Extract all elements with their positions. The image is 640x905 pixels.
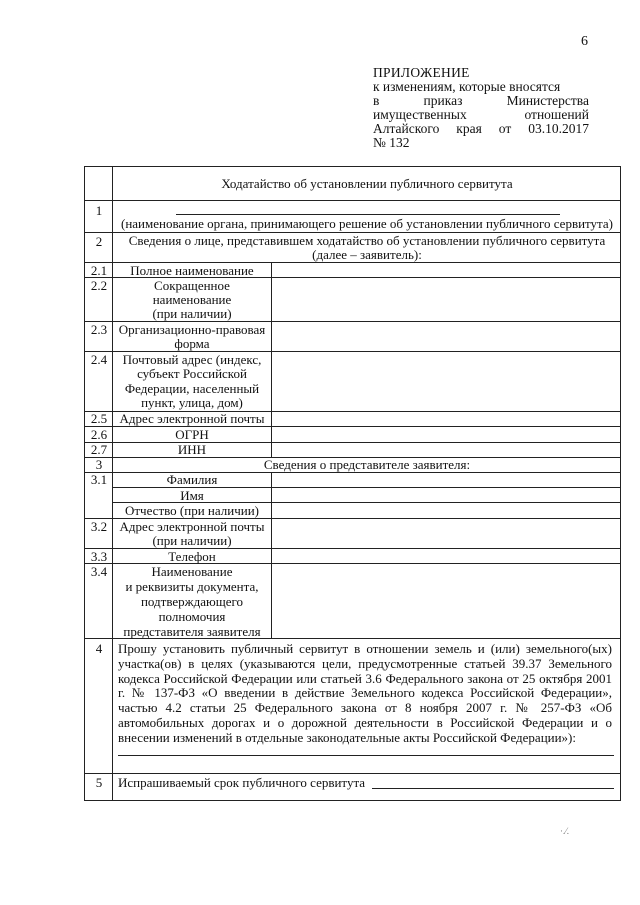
appendix-line: имущественных отношений <box>373 107 589 122</box>
field-label: Отчество (при наличии) <box>124 503 259 518</box>
form-title: Ходатайство об установлении публичного сервитута <box>221 176 513 191</box>
row-number: 3 <box>95 457 103 472</box>
table-divider <box>271 472 272 638</box>
row-number: 3.3 <box>90 549 108 564</box>
field-label: полномочия <box>158 609 226 624</box>
row-number: 2.3 <box>90 322 108 337</box>
row-number: 5 <box>95 775 103 790</box>
field-label: наименование <box>152 292 232 307</box>
appendix-line: в приказ Министерства <box>373 93 589 108</box>
field-label: (при наличии) <box>152 306 232 321</box>
field-label: Телефон <box>168 549 216 564</box>
fill-line <box>372 788 614 789</box>
field-label: субъект Российской <box>137 366 247 381</box>
field-label: Полное наименование <box>130 263 254 278</box>
field-label: (при наличии) <box>152 533 232 548</box>
field-label: и реквизиты документа, <box>125 579 259 594</box>
field-label: пункт, улица, дом) <box>141 395 243 410</box>
page-number: 6 <box>581 34 588 49</box>
field-label: ИНН <box>177 442 207 457</box>
field-label: Почтовый адрес (индекс, <box>122 352 262 367</box>
row-text: (далее – заявитель): <box>312 247 422 262</box>
row-number: 2.5 <box>90 411 108 426</box>
field-label: Фамилия <box>166 472 218 487</box>
appendix-line: к изменениям, которые вносятся <box>373 79 561 94</box>
field-label: представителя заявителя <box>123 624 261 639</box>
row-number: 2 <box>95 234 103 249</box>
row-text: Сведения о лице, представившем ходатайство об установлении публичного сервитута <box>128 233 606 248</box>
field-label: Организационно-правовая <box>118 322 266 337</box>
row-text: (наименование органа, принимающего решение об установлении публичного сервитута) <box>120 216 613 231</box>
field-label: Федерации, населенный <box>124 381 260 396</box>
row-number: 2.6 <box>90 427 108 442</box>
row-number: 2.1 <box>90 263 108 278</box>
field-label: подтверждающего <box>140 594 244 609</box>
row-number: 1 <box>95 203 103 218</box>
appendix-line: Алтайского края от 03.10.2017 <box>373 121 589 136</box>
appendix-block <box>373 66 589 150</box>
row-number: 3.2 <box>90 519 108 534</box>
table-divider <box>271 262 272 458</box>
field-label: ОГРН <box>175 427 209 442</box>
row-number: 2.4 <box>90 352 108 367</box>
field-label: Адрес электронной почты <box>119 411 265 426</box>
row-number: 4 <box>95 641 103 656</box>
field-label: форма <box>174 336 210 351</box>
row-number: 2.2 <box>90 278 108 293</box>
field-label: Наименование <box>151 564 233 579</box>
row-number: 3.1 <box>90 472 108 487</box>
table-divider <box>84 773 621 774</box>
row-text: Испрашиваемый срок публичного сервитута <box>118 775 366 790</box>
appendix-line: № 132 <box>373 135 410 150</box>
scan-mark: ·.⁄. <box>560 826 569 836</box>
field-label: Адрес электронной почты <box>119 519 265 534</box>
field-label: Имя <box>180 488 204 503</box>
appendix-title: ПРИЛОЖЕНИЕ <box>373 65 470 80</box>
row-number: 2.7 <box>90 442 108 457</box>
request-paragraph: Прошу установить публичный сервитут в отношении земель и (или) земельного(ых) участка(ов) в целях (указываются цели, предусмотренные статьей 39.37 Земельного кодекса Российской Федерации или статьей 3.6 Федерального закона от 25 октября 2001 г. № 137-ФЗ «О введении в действие Земельного кодекса Российской Федерации», частью 4.2 статьи 25 Федерального закона от 8 ноября 2007 г. № 257-ФЗ «Об автомобильных дорогах и о дорожной деятельности в Российской Федерации и о внесении изменений в отдельные законодательные акты Российской Федерации»): <box>118 641 612 745</box>
field-label: Сокращенное <box>154 278 230 293</box>
row-number: 3.4 <box>90 564 108 579</box>
table-divider <box>84 200 621 201</box>
fill-line <box>118 755 614 756</box>
fill-line <box>176 214 560 215</box>
row-text: Сведения о представителе заявителя: <box>263 457 471 472</box>
